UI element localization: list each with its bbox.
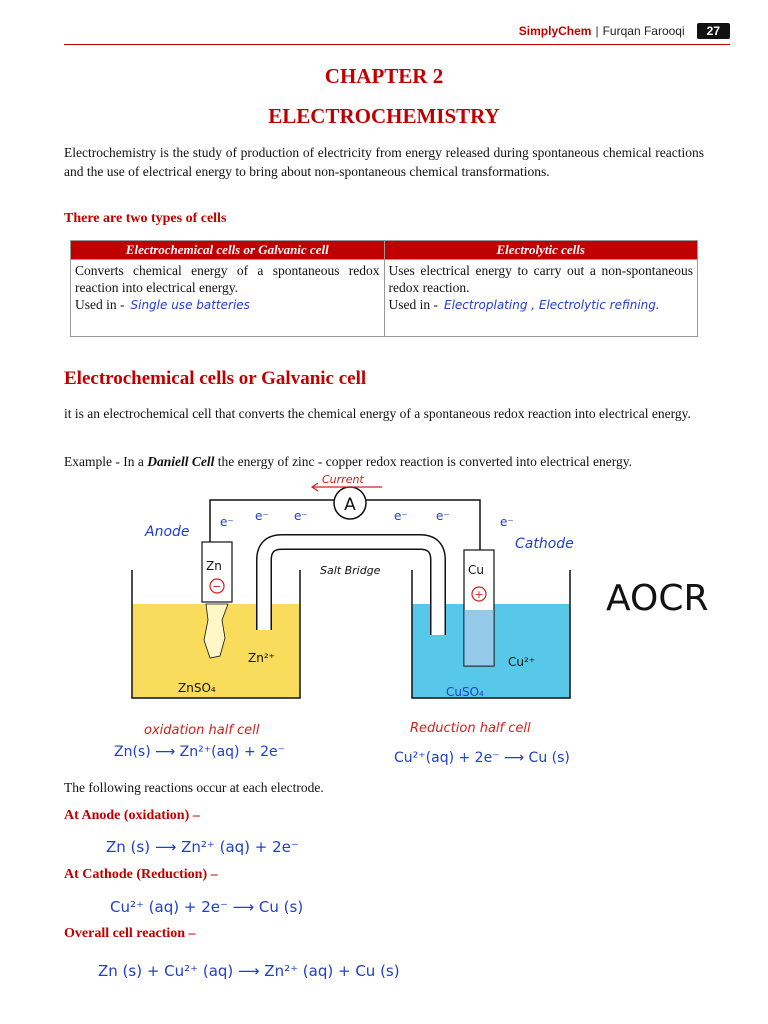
overall-heading: Overall cell reaction – <box>64 926 196 941</box>
cathode-equation: Cu²⁺ (aq) + 2e⁻ ⟶ Cu (s) <box>110 898 304 916</box>
daniell-cell-diagram <box>60 470 740 770</box>
example-prefix: Example - In a <box>64 454 148 469</box>
electron-label: e⁻ <box>220 515 234 529</box>
electron-label: e⁻ <box>436 509 450 523</box>
svg-text:+: + <box>474 588 484 601</box>
electrolytic-uses: Electroplating , Electrolytic refining. <box>444 298 660 312</box>
anode-heading: At Anode (oxidation) – <box>64 808 200 823</box>
brand-name: SimplyChem <box>518 24 592 38</box>
znso4-label: ZnSO₄ <box>178 681 216 695</box>
cell-types-table <box>70 240 698 337</box>
daniell-cell-term: Daniell Cell <box>147 454 215 469</box>
zinc-label: Zn <box>206 559 222 573</box>
subject-title: ELECTROCHEMISTRY <box>268 104 500 128</box>
intro-paragraph: Electrochemistry is the study of production of electricity from energy released during spontaneous chemical reactions and the use of electrical energy to bring about non-spontaneous chemical transformations. <box>64 145 704 179</box>
cathode-label: Cathode <box>515 536 574 552</box>
electron-label: e⁻ <box>500 515 514 529</box>
galvanic-uses: Single use batteries <box>130 298 250 312</box>
reduction-half-cell-label: Reduction half cell <box>410 721 531 736</box>
chapter-title: CHAPTER 2 <box>324 64 444 88</box>
header-divider <box>64 44 730 45</box>
zinc-ion-label: Zn²⁺ <box>248 651 275 665</box>
galvanic-cell-description <box>71 260 385 337</box>
header-separator: | <box>595 24 599 38</box>
galvanic-header: Electrochemical cells or Galvanic cell <box>71 241 385 260</box>
following-text: The following reactions occur at each electrode. <box>64 780 324 795</box>
electrolytic-cell-description <box>384 260 698 337</box>
electron-label: e⁻ <box>255 509 269 523</box>
reduction-equation: Cu²⁺(aq) + 2e⁻ ⟶ Cu (s) <box>394 750 570 766</box>
electron-label: e⁻ <box>394 509 408 523</box>
electrolytic-text: Uses electrical energy to carry out a non-spontaneous redox reaction. <box>388 263 693 295</box>
electron-label: e⁻ <box>294 509 308 523</box>
overall-equation: Zn (s) + Cu²⁺ (aq) ⟶ Zn²⁺ (aq) + Cu (s) <box>98 962 400 980</box>
example-suffix: the energy of zinc - copper redox reaction is converted into electrical energy. <box>214 454 633 469</box>
ammeter-label: A <box>344 495 356 515</box>
types-heading: There are two types of cells <box>64 211 227 226</box>
author-name: Furqan Farooqi <box>602 24 685 38</box>
anode-label: Anode <box>145 524 190 540</box>
section-title: Electrochemical cells or Galvanic cell <box>64 368 367 389</box>
cathode-heading: At Cathode (Reduction) – <box>64 867 218 882</box>
aocr-mnemonic: AOCR <box>606 578 709 619</box>
svg-text:−: − <box>212 580 222 593</box>
page-number: 27 <box>697 23 730 39</box>
oxidation-half-cell-label: oxidation half cell <box>144 723 260 738</box>
salt-bridge-label: Salt Bridge <box>320 564 381 577</box>
used-in-label: Used in - <box>75 297 125 312</box>
current-label: Current <box>322 473 364 486</box>
electrolytic-header: Electrolytic cells <box>384 241 698 260</box>
copper-ion-label: Cu²⁺ <box>508 655 536 669</box>
copper-label: Cu <box>468 563 484 577</box>
page-header <box>519 22 730 40</box>
cuso4-label: CuSO₄ <box>446 685 484 699</box>
example-paragraph <box>64 452 704 471</box>
anode-equation: Zn (s) ⟶ Zn²⁺ (aq) + 2e⁻ <box>106 838 299 856</box>
used-in-label: Used in - <box>388 297 438 312</box>
galvanic-text: Converts chemical energy of a spontaneous redox reaction into electrical energy. <box>75 263 380 295</box>
oxidation-equation: Zn(s) ⟶ Zn²⁺(aq) + 2e⁻ <box>114 744 286 760</box>
definition-paragraph: it is an electrochemical cell that converts the chemical energy of a spontaneous redox reaction into electrical energy. <box>64 406 691 421</box>
